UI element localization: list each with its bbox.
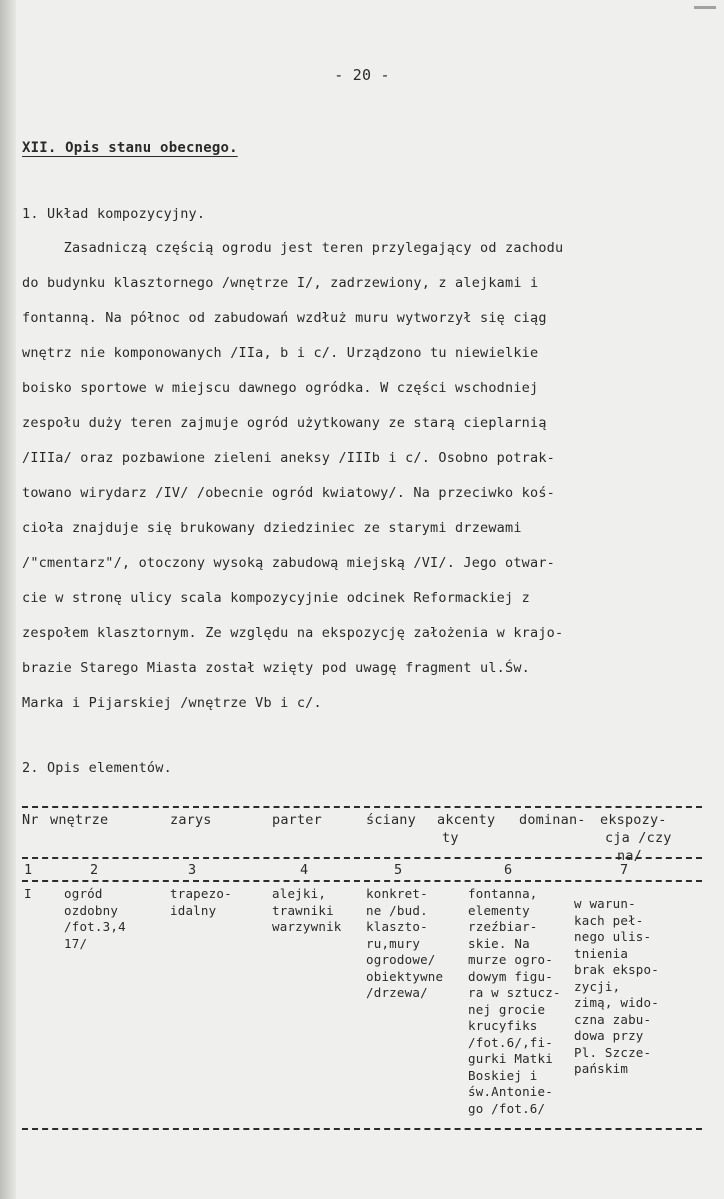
column-number: 5 bbox=[394, 862, 403, 878]
paragraph-line: zespołem klasztornym. Ze względu na ekspozycję założenia w krajo- bbox=[22, 625, 564, 641]
paragraph-line: zespołu duży teren zajmuje ogród użytkowany ze starą cieplarnią bbox=[22, 415, 547, 431]
table-subheader-rule bbox=[22, 880, 702, 882]
header-sciany: ściany bbox=[366, 812, 416, 828]
subsection-heading-2: 2. Opis elementów. bbox=[22, 760, 172, 776]
corner-mark bbox=[694, 6, 716, 9]
subsection-heading-1: 1. Układ kompozycyjny. bbox=[22, 206, 206, 222]
paragraph-line: brazie Starego Miasta został wzięty pod uwagę fragment ul.Św. bbox=[22, 660, 530, 676]
header-ekspozycja-cont: cja /czy bbox=[605, 830, 672, 846]
column-number: 2 bbox=[90, 862, 99, 878]
header-dominanty-cont: ty bbox=[442, 830, 459, 846]
header-zarys: zarys bbox=[170, 812, 212, 828]
paragraph-line: cie w stronę ulicy scala kompozycyjnie odcinek Reformackiej z bbox=[22, 590, 530, 606]
paragraph-line: Marka i Pijarskiej /wnętrze Vb i c/. bbox=[22, 695, 322, 711]
header-akcenty: akcenty bbox=[437, 812, 496, 828]
header-parter: parter bbox=[272, 812, 322, 828]
paragraph-line: towano wirydarz /IV/ /obecnie ogród kwiatowy/. Na przeciwko koś- bbox=[22, 485, 555, 501]
paragraph-line: /IIIa/ oraz pozbawione zieleni aneksy /IIIb i c/. Osobno potrak- bbox=[22, 450, 555, 466]
header-dominanty: dominan- bbox=[519, 812, 586, 828]
cell-akcenty: fontanna, elementy rzeźbiar- skie. Na murze ogro- dowym figu- ra w sztucz- nej grocie krucyfiks /fot.6/,fi- gurki Matki Boskiej i św.Antonie- go /fot.6/ bbox=[468, 886, 561, 1116]
column-number: 7 bbox=[620, 862, 629, 878]
paragraph-line: wnętrz nie komponowanych /IIa, b i c/. Urządzono tu niewielkie bbox=[22, 345, 539, 361]
column-number: 6 bbox=[504, 862, 513, 878]
paragraph-line: fontanną. Na północ od zabudowań wzdłuż muru wytworzył się ciąg bbox=[22, 310, 547, 326]
cell-parter: alejki, trawniki warzywnik bbox=[272, 886, 342, 934]
paragraph-line: do budynku klasztornego /wnętrze I/, zadrzewiony, z alejkami i bbox=[22, 275, 539, 291]
header-ekspozycja-cont2: na/ bbox=[617, 848, 642, 864]
section-title: XII. Opis stanu obecnego. bbox=[22, 140, 238, 156]
header-wnetrze: wnętrze bbox=[50, 812, 109, 828]
paragraph-line: boisko sportowe w miejscu dawnego ogródka. W części wschodniej bbox=[22, 380, 539, 396]
column-number: 4 bbox=[300, 862, 309, 878]
table-header-rule bbox=[22, 857, 702, 859]
cell-sciany: konkret- ne /bud. klaszto- ru,mury ogrodowe/ obiektywne /drzewa/ bbox=[366, 886, 444, 1000]
paragraph-line: /"cmentarz"/, otoczony wysoką zabudową miejską /VI/. Jego otwar- bbox=[22, 555, 555, 571]
cell-nr: I bbox=[24, 886, 32, 901]
paragraph-line: cioła znajduje się brukowany dziedziniec ze starymi drzewami bbox=[22, 520, 522, 536]
table-top-rule bbox=[22, 806, 702, 808]
column-number: 1 bbox=[24, 862, 33, 878]
paragraph-line: Zasadniczą częścią ogrodu jest teren przylegający od zachodu bbox=[22, 240, 564, 256]
column-number: 3 bbox=[188, 862, 197, 878]
header-nr: Nr bbox=[22, 812, 39, 828]
cell-wnetrze: ogród ozdobny /fot.3,4 17/ bbox=[64, 886, 126, 951]
table-bottom-rule bbox=[22, 1128, 702, 1130]
cell-zarys: trapezo- idalny bbox=[170, 886, 232, 918]
header-ekspozycja: ekspozy- bbox=[600, 812, 667, 828]
cell-ekspozycja: w warun- kach peł- nego ulis- tnienia brak ekspo- zycji, zimą, wido- czna zabu- dowa przy Pl. Szcze- pańskim bbox=[574, 896, 659, 1076]
page-number: - 20 - bbox=[334, 66, 390, 84]
binder-edge bbox=[0, 0, 16, 1199]
